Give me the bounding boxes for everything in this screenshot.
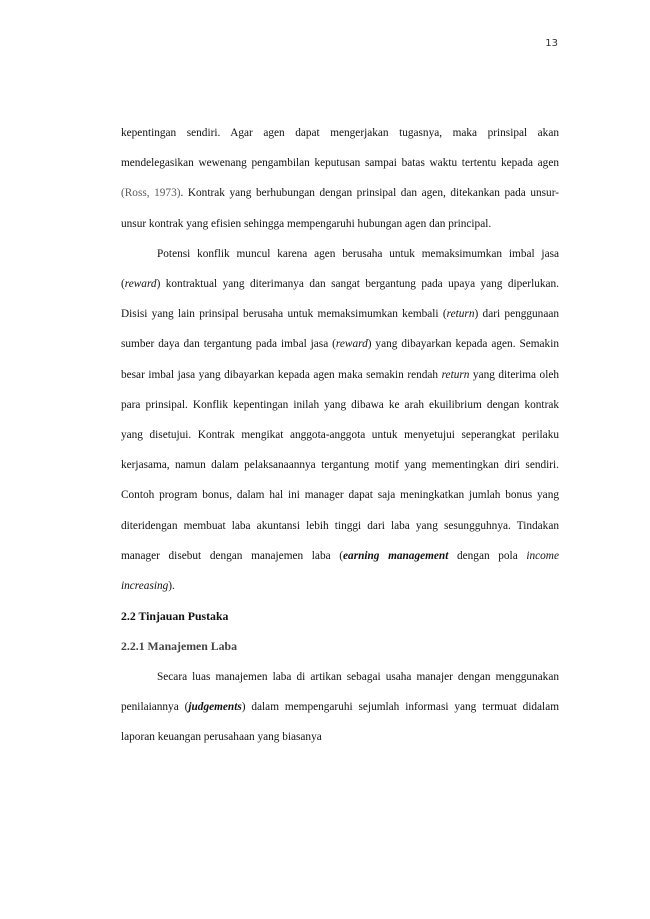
italic-term: reward	[335, 338, 368, 351]
document-body	[121, 118, 559, 752]
paragraph-text: ) kontraktual yang diterimanya dan sangat bergantung pada upaya yang diperlukan. Disisi yang lain prinsipal berusaha untuk memaksimumkan kembali (	[121, 278, 559, 321]
italic-term: return	[446, 308, 475, 321]
paragraph-text: Secara luas manajemen laba di artikan sebagai usaha manajer dengan menggunakan penilaiannya (	[121, 670, 559, 713]
paragraph-text: ) yang dibayarkan kepada agen. Semakin besar imbal jasa yang dibayarkan kepada agen maka semakin rendah	[121, 338, 559, 381]
italic-term: judgements	[188, 700, 242, 713]
paragraph-text: kepentingan sendiri. Agar agen dapat mengerjakan tugasnya, maka prinsipal akan mendelegasikan wewenang pengambilan keputusan sampai batas waktu tertentu kepada agen	[121, 127, 559, 170]
italic-term: reward	[124, 278, 157, 291]
section-heading: 2.2 Tinjauan Pustaka	[121, 609, 229, 624]
paragraph-text: dengan pola	[448, 549, 527, 562]
paragraph-text: yang diterima oleh para prinsipal. Konflik kepentingan inilah yang dibawa ke arah ekuilibrium dengan kontrak yang disetujui. Kontrak mengikat anggota-anggota untuk menyetujui seperangkat perilaku kerjasama, namun dalam pelaksanaannya tergantung motif yang mementingkan diri sendiri. Contoh program bonus, dalam hal ini manager dapat saja meningkatkan jumlah bonus yang diteridengan membuat laba akuntansi lebih tinggi dari laba yang sesungguhnya. Tindakan manager disebut dengan manajemen laba (	[121, 368, 559, 562]
page-number: 13	[545, 38, 558, 49]
paragraph-earnings-management	[121, 662, 559, 753]
paragraph-text: Potensi konflik muncul karena agen berusaha untuk memaksimumkan imbal jasa (	[121, 247, 559, 291]
subsection-heading: 2.2.1 Manajemen Laba	[121, 639, 237, 654]
italic-term: earning management	[343, 549, 449, 562]
paragraph-agency-contract	[121, 118, 559, 239]
paragraph-text: . Kontrak yang berhubungan dengan prinsipal dan agen, ditekankan pada unsur-unsur kontrak yang efisien sehingga mempengaruhi hubungan agen dan principal.	[121, 187, 559, 230]
citation: (Ross, 1973)	[121, 187, 181, 200]
paragraph-text: ) dari penggunaan sumber daya dan tergantung pada imbal jasa (	[121, 308, 559, 351]
italic-term: income increasing	[121, 549, 559, 593]
paragraph-conflict	[121, 239, 559, 601]
paragraph-text: ).	[168, 580, 175, 593]
paragraph-text: ) dalam mempengaruhi sejumlah informasi yang termuat didalam laporan keuangan perusahaan yang biasanya	[121, 700, 559, 744]
italic-term: return	[441, 368, 470, 381]
